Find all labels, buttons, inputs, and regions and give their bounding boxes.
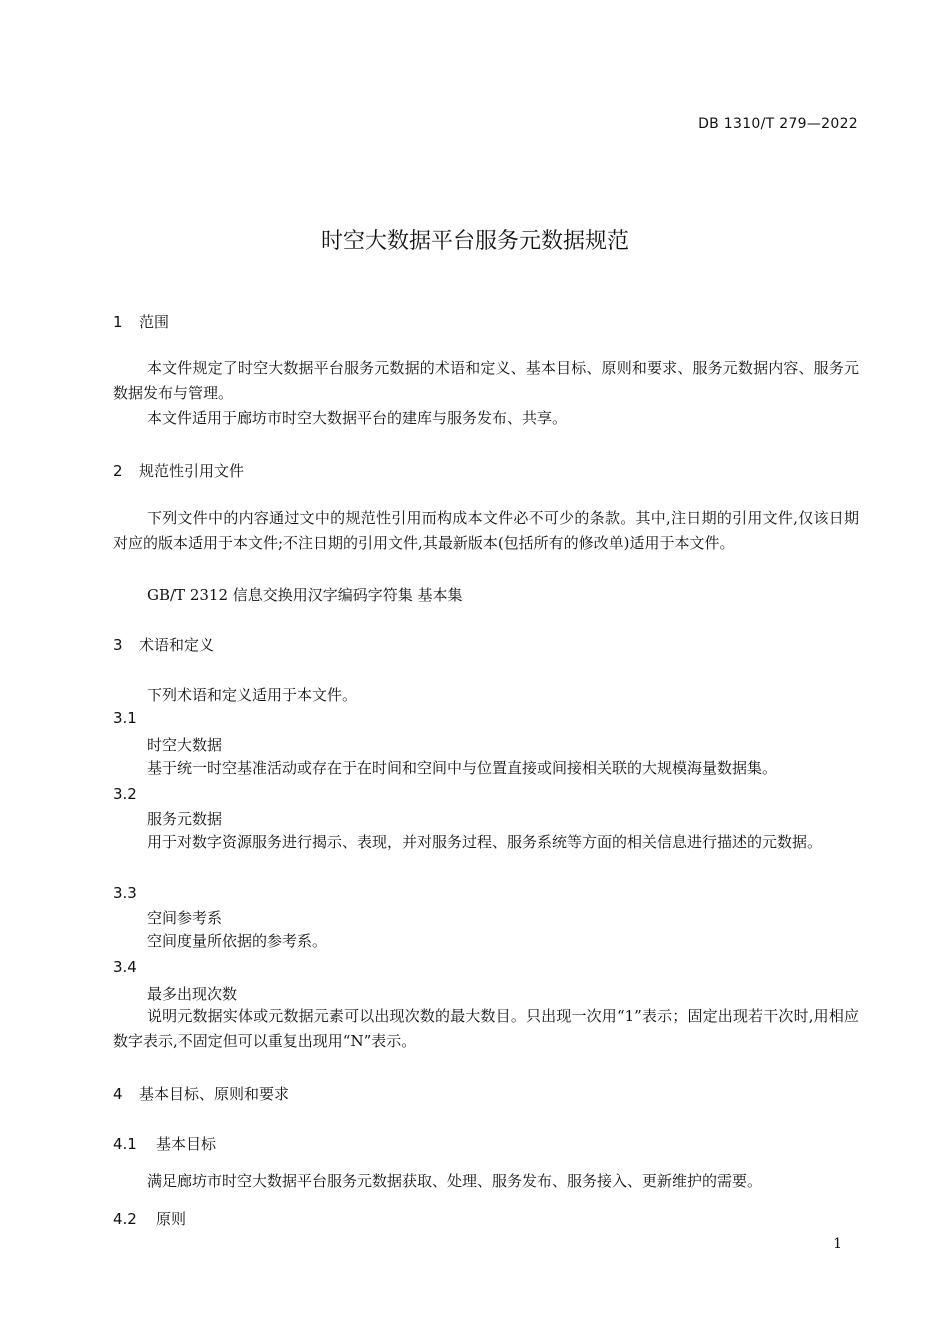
- section-title: 规范性引用文件: [139, 462, 245, 480]
- section-number: 3: [113, 636, 123, 654]
- section-title: 原则: [156, 1210, 187, 1228]
- section-number: 4: [113, 1085, 123, 1103]
- term-definition: 空间度量所依据的参考系。: [147, 932, 328, 950]
- section-1-heading: [113, 311, 169, 332]
- page-number: 1: [833, 1236, 842, 1252]
- term-definition: 说明元数据实体或元数据元素可以出现次数的最大数目。只出现一次用“1”表示；固定出现若干次时,用相应数字表示,不固定但可以重复出现用“N”表示。: [113, 1007, 859, 1050]
- section-title: 基本目标、原则和要求: [139, 1085, 290, 1103]
- section-3-intro: 下列术语和定义适用于本文件。: [147, 686, 358, 704]
- document-title: 时空大数据平台服务元数据规范: [320, 229, 629, 254]
- section-number: 4.1: [113, 1135, 137, 1153]
- section-2-paragraph-1: 下列文件中的内容通过文中的规范性引用而构成本文件必不可少的条款。其中,注日期的引用文件,仅该日期对应的版本适用于本文件;不注日期的引用文件,其最新版本(包括所有的修改单)适用于本文件。: [113, 509, 859, 552]
- section-4-heading: [113, 1083, 289, 1104]
- term-number: 3.1: [113, 709, 137, 727]
- section-title: 术语和定义: [139, 636, 215, 654]
- standard-number: DB 1310/T 279—2022: [698, 116, 858, 132]
- term-number: 3.2: [113, 785, 137, 803]
- term-name: 时空大数据: [147, 736, 223, 754]
- term-definition: 用于对数字资源服务进行揭示、表现，并对服务过程、服务系统等方面的相关信息进行描述的元数据。: [147, 833, 823, 851]
- section-4-1-heading: [113, 1133, 216, 1154]
- section-number: 4.2: [113, 1210, 137, 1228]
- section-number: 2: [113, 462, 123, 480]
- section-title: 范围: [139, 313, 170, 331]
- section-title: 基本目标: [156, 1135, 217, 1153]
- normative-reference: GB/T 2312 信息交换用汉字编码字符集 基本集: [147, 586, 463, 604]
- section-4-2-heading: [113, 1208, 186, 1229]
- section-1-paragraph-1: 本文件规定了时空大数据平台服务元数据的术语和定义、基本目标、原则和要求、服务元数据内容、服务元数据发布与管理。: [113, 359, 859, 402]
- section-number: 1: [113, 313, 123, 331]
- section-3-heading: [113, 634, 214, 655]
- term-number: 3.4: [113, 958, 137, 976]
- section-1-paragraph-2: 本文件适用于廊坊市时空大数据平台的建库与服务发布、共享。: [147, 409, 568, 427]
- term-number: 3.3: [113, 884, 137, 902]
- section-4-1-paragraph: 满足廊坊市时空大数据平台服务元数据获取、处理、服务发布、服务接入、更新维护的需要。: [147, 1172, 763, 1190]
- term-name: 最多出现次数: [147, 985, 238, 1003]
- term-name: 服务元数据: [147, 810, 223, 828]
- term-name: 空间参考系: [147, 909, 223, 927]
- term-definition: 基于统一时空基准活动或存在于在时间和空间中与位置直接或间接相关联的大规模海量数据集。: [147, 759, 778, 777]
- section-2-heading: [113, 460, 244, 481]
